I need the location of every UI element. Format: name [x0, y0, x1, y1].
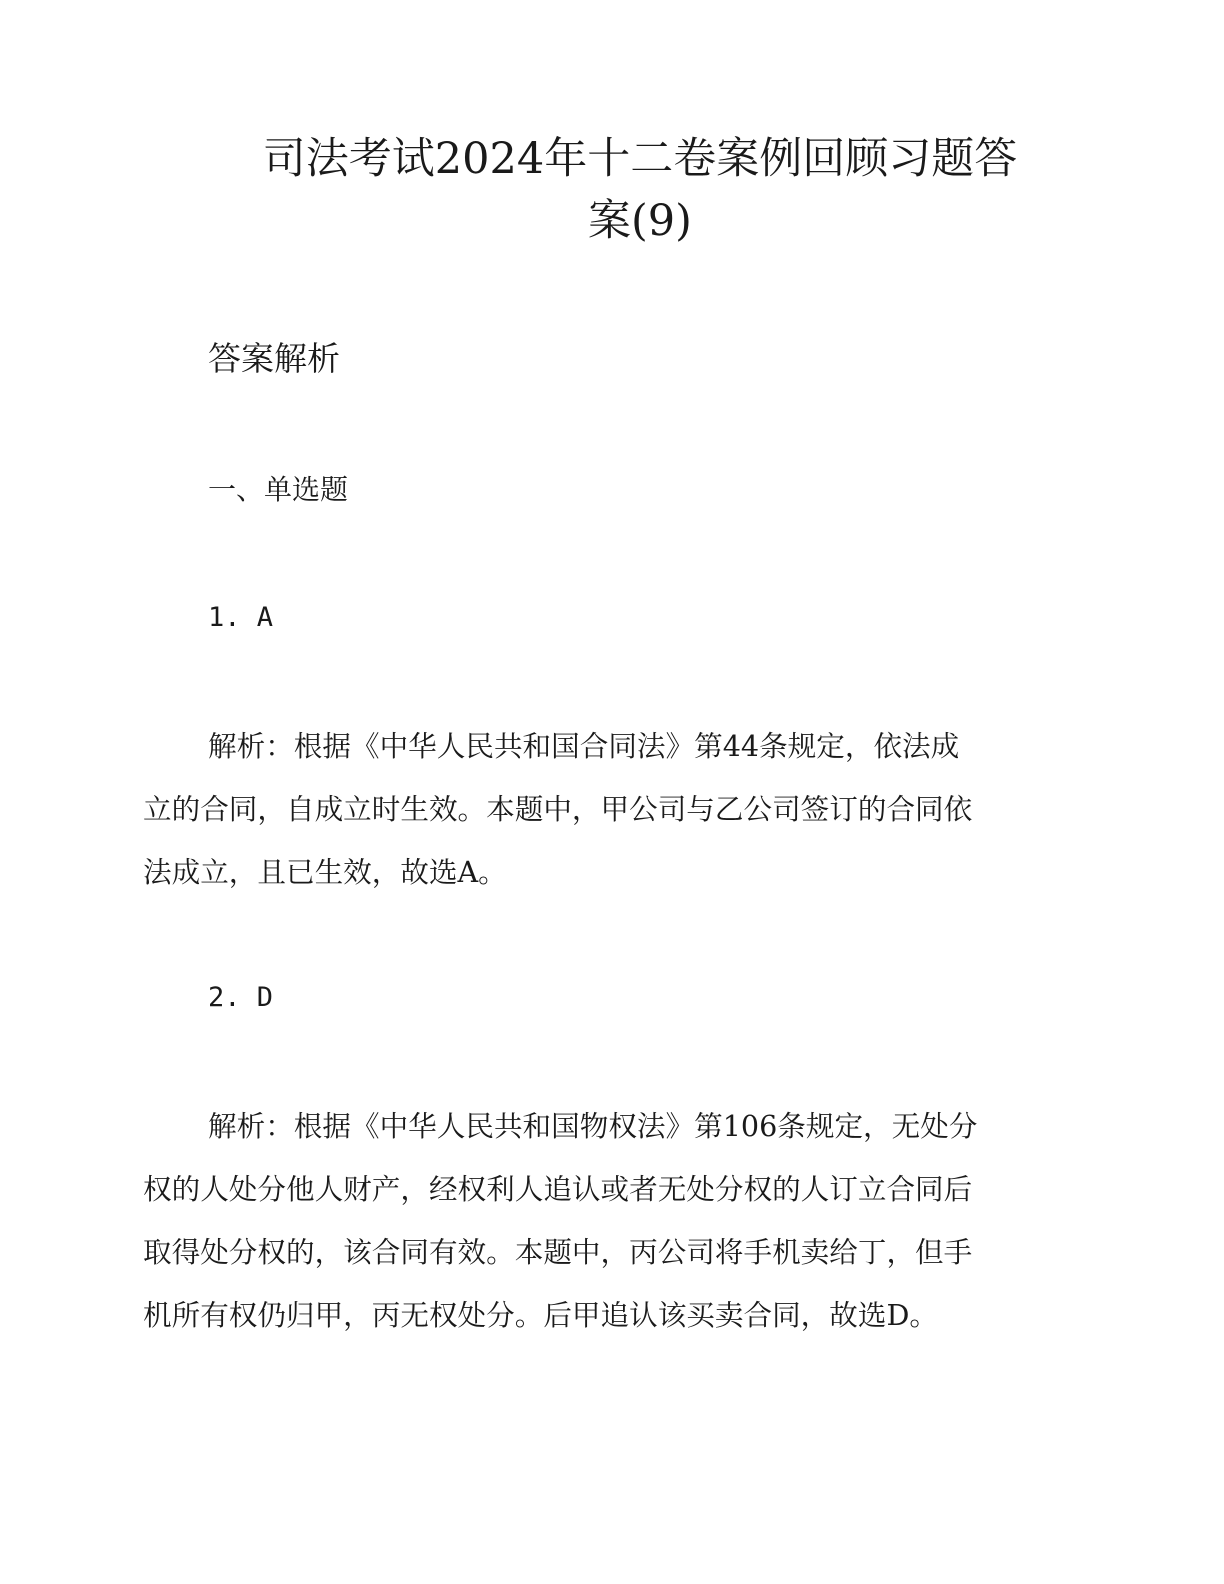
- answer-2: 2. D: [208, 982, 274, 1013]
- document-title-line-2: 案(9): [588, 196, 692, 246]
- explanation-1-line-1: 解析：根据《中华人民共和国合同法》第44条规定，依法成: [208, 729, 960, 763]
- explanation-2-line-2: 权的人处分他人财产，经权利人追认或者无处分权的人订立合同后: [143, 1172, 973, 1206]
- explanation-2-line-1: 解析：根据《中华人民共和国物权法》第106条规定，无处分: [208, 1109, 978, 1143]
- document-title-line-1: 司法考试2024年十二卷案例回顾习题答: [262, 134, 1018, 184]
- explanation-2-line-4: 机所有权仍归甲，丙无权处分。后甲追认该买卖合同，故选D。: [143, 1298, 938, 1332]
- section-single-choice: 一、单选题: [208, 473, 349, 506]
- answer-analysis-heading: 答案解析: [208, 339, 340, 378]
- explanation-1-line-2: 立的合同，自成立时生效。本题中，甲公司与乙公司签订的合同依: [143, 792, 973, 826]
- answer-1: 1. A: [208, 602, 274, 633]
- explanation-1-line-3: 法成立，且已生效，故选A。: [143, 855, 507, 889]
- explanation-2-line-3: 取得处分权的，该合同有效。本题中，丙公司将手机卖给丁，但手: [143, 1235, 973, 1269]
